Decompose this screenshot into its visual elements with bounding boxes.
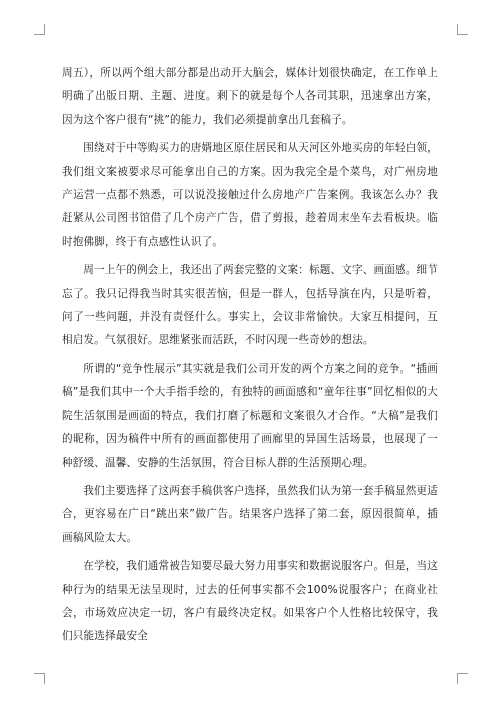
crop-mark-top-left <box>34 24 45 35</box>
paragraph-6: 在学校，我们通常被告知要尽最大努力用事实和数据说服客户。但是，当这种行为的结果无法呈现时，过去的任何事实都不会100%说服客户；在商业社会，市场效应决定一切，客户有最终决定权。如果客户个人性格比较保守，我们只能选择最安全 <box>62 560 438 643</box>
paragraph-2: 围绕对于中等购买力的唐婿地区原住居民和从天河区外地买房的年轻白领，我们组文案被要求尽可能拿出自己的方案。因为我完全是个菜鸟，对广州房地产运营一点都不熟悉，可以说没接触过什么房地产广告案例。我该怎么办？我赶紧从公司图书馆借了几个房产广告，借了剪报，趁着周末坐车去看板块。临时抱佛脚，终于有点感性认识了。 <box>62 142 438 248</box>
paragraph-3: 周一上午的例会上，我还出了两套完整的文案：标题、文字、画面感。细节忘了。我只记得我当时其实很苦恼，但是一群人，包括导演在内，只是听着，问了一些问题，并没有责怪什么。事实上，会议非常愉快。大家互相提问，互相启发。气氛很好。思维紧张而活跃，不时闪现一些奇妙的想法。 <box>62 264 438 347</box>
crop-mark-top-right <box>457 24 468 35</box>
paragraph-5: 我们主要选择了这两套手稿供客户选择，虽然我们认为第一套手稿显然更适合，更容易在广日“跳出来”做广告。结果客户选择了第二套，原因很简单，插画稿风险太大。 <box>62 484 438 544</box>
crop-mark-bottom-left <box>34 673 45 684</box>
document-body <box>62 62 438 654</box>
paragraph-4: 所谓的“竞争性展示”其实就是我们公司开发的两个方案之间的竞争。“插画稿”是我们其中一个大手指手绘的，有独特的画面感和“童年往事”回忆相似的大院生活氛围是画面的特点，我们打磨了标题和文案很久才合作。“大稿”是我们的昵称，因为稿件中所有的画面都使用了画廊里的异国生活场景，也展现了一种舒缓、温馨、安静的生活氛围，符合目标人群的生活预期心理。 <box>62 362 438 469</box>
paragraph-1: 周五），所以两个组大部分都是出动开大脑会，媒体计划很快确定，在工作单上明确了出版日期、主题、进度。剩下的就是每个人各司其职，迅速拿出方案，因为这个客户很有“挑”的能力，我们必须提前拿出几套稿子。 <box>62 67 438 126</box>
crop-mark-bottom-right <box>457 673 468 684</box>
